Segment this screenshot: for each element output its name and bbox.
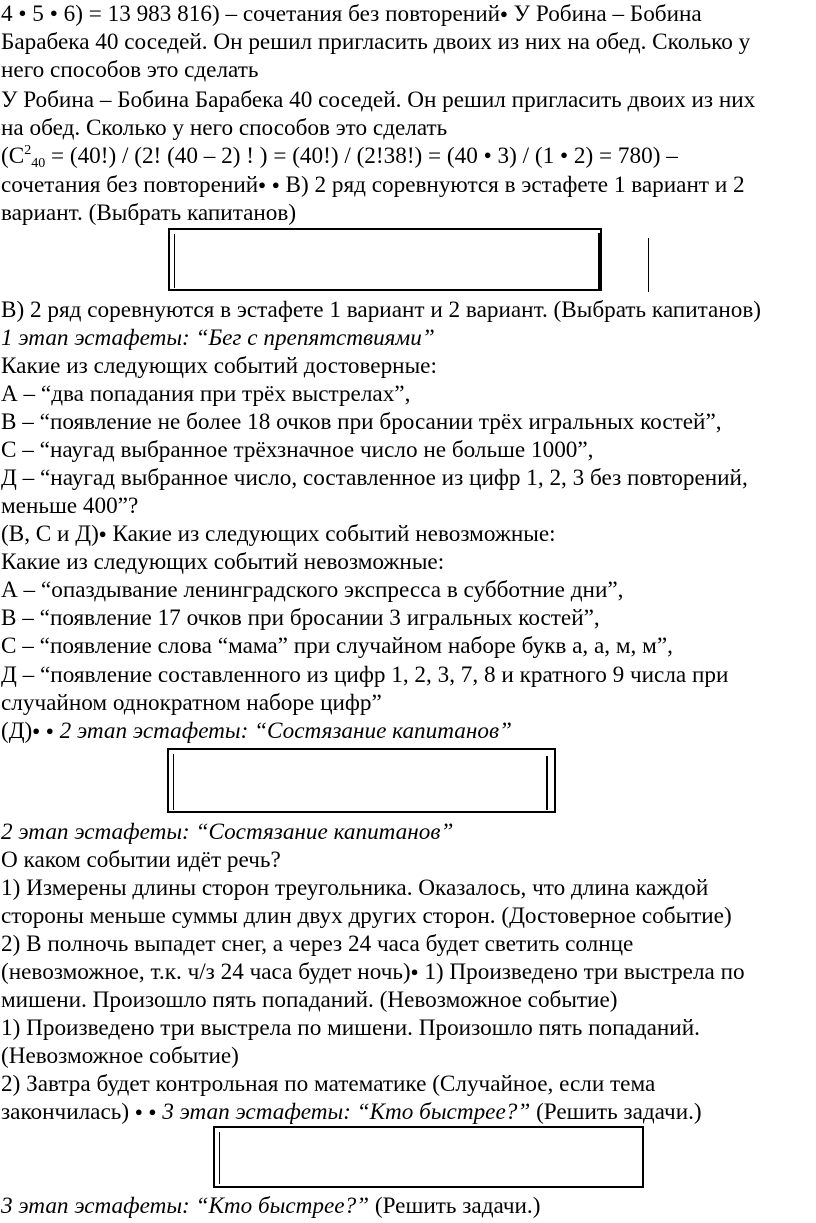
bullet-icon: ●: [134, 1104, 143, 1119]
text-line: случайном однократном наборе цифр”: [1, 690, 382, 716]
image-placeholder-box: [213, 1126, 644, 1188]
bullet-icon: ●: [500, 6, 508, 21]
stage-heading: 3 этап эстафеты: “Кто быстрее?”: [162, 1099, 531, 1125]
formula-subscript: 40: [31, 156, 46, 171]
bullet-icon: ●: [271, 177, 280, 192]
text-line: У Робина – Бобина Барабека 40 соседей. Он решил пригласить двоих из них: [1, 87, 756, 113]
bullet-icon: ●: [148, 1104, 157, 1119]
text-line: 2) Завтра будет контрольная по математике (Случайное, если тема: [1, 1071, 656, 1097]
text-line: С – “наугад выбранное трёхзначное число не больше 1000”,: [1, 437, 594, 463]
text-line: А – “два попадания при трёх выстрелах”,: [1, 381, 411, 407]
text-line: (невозможное, т.к. ч/з 24 часа будет ночь)● 1) Произведено три выстрела по: [1, 959, 745, 985]
frame-line: [174, 234, 175, 288]
text-line: В) 2 ряд соревнуются в эстафете 1 вариант и 2 вариант. (Выбрать капитанов): [1, 297, 762, 323]
formula-line: ($C^240 = (40!) / (2$! (40 – 2) ! ) = (40!) / (2!38!) = (40 • 3) / (1 • 2) = 780) –: [1, 143, 678, 171]
text-line: (Невозможное событие): [1, 1043, 239, 1069]
text-line: 2) В полночь выпадет снег, а через 24 часа будет светить солнце: [1, 931, 634, 957]
bullet-icon: ●: [32, 723, 41, 738]
text-line: на обед. Сколько у него способов это сделать: [1, 115, 448, 141]
text-line: сочетания без повторений● ● В) 2 ряд соревнуются в эстафете 1 вариант и 2: [1, 172, 745, 198]
text-line: закончилась) ● ● 3 этап эстафеты: “Кто быстрее?” (Решить задачи.): [1, 1099, 702, 1125]
image-placeholder-box: [168, 228, 602, 291]
text-line: меньше 400”?: [1, 493, 139, 519]
text-line: 1) Произведено три выстрела по мишени. Произошло пять попаданий.: [1, 1015, 700, 1041]
text-line: стороны меньше суммы длин двух других сторон. (Достоверное событие): [1, 903, 732, 929]
text-line: Какие из следующих событий достоверные:: [1, 353, 437, 379]
stage-heading: 2 этап эстафеты: “Состязание капитанов”: [1, 819, 454, 845]
text-line: В – “появление не более 18 очков при бросании трёх игральных костей”,: [1, 409, 722, 435]
text-line: (В, С и Д)● Какие из следующих событий невозможные:: [1, 521, 556, 547]
frame-line: [598, 233, 600, 289]
text-line: вариант. (Выбрать капитанов): [1, 200, 297, 226]
text-line: Д – “наугад выбранное число, составленное из цифр 1, 2, 3 без повторений,: [1, 465, 748, 491]
text-line: 3 этап эстафеты: “Кто быстрее?” (Решить задачи.): [1, 1193, 541, 1219]
bullet-icon: ●: [45, 723, 54, 738]
stage-heading: 2 этап эстафеты: “Состязание капитанов”: [59, 718, 512, 744]
text-line: Барабека 40 соседей. Он решил пригласить двоих из них на обед. Сколько у: [1, 29, 751, 55]
text-line: В – “появление 17 очков при бросании 3 игральных костей”,: [1, 605, 600, 631]
frame-line: [173, 754, 174, 810]
text-line: А – “опаздывание ленинградского экспресса в субботние дни”,: [1, 577, 624, 603]
bullet-icon: ●: [98, 526, 107, 541]
text-line: Д – “появление составленного из цифр 1, 2, 3, 7, 8 и кратного 9 числа при: [1, 662, 729, 688]
stage-heading: 3 этап эстафеты: “Кто быстрее?”: [1, 1193, 370, 1219]
image-placeholder-box: [167, 748, 556, 813]
text-line: Какие из следующих событий невозможные:: [1, 549, 445, 575]
bullet-icon: ●: [258, 177, 267, 192]
text-line: него способов это сделать: [1, 57, 259, 83]
frame-line: [546, 756, 548, 810]
frame-line: [648, 238, 649, 292]
formula-superscript: 2: [24, 143, 32, 158]
text-line: О каком событии идёт речь?: [1, 847, 281, 873]
text-line: (Д)● ● 2 этап эстафеты: “Состязание капитанов”: [1, 718, 512, 744]
frame-line: [219, 1132, 220, 1184]
bullet-icon: ●: [410, 964, 419, 979]
text-line: 1) Измерены длины сторон треугольника. Оказалось, что длина каждой: [1, 875, 709, 901]
stage-heading: 1 этап эстафеты: “Бег с препятствиями”: [1, 325, 435, 351]
text-line: мишени. Произошло пять попаданий. (Невозможное событие): [1, 987, 618, 1013]
text-line: С – “появление слова “мама” при случайном наборе букв а, а, м, м”,: [1, 633, 673, 659]
text-line: 4 • 5 • 6) = 13 983 816) – сочетания без повторений● У Робина – Бобина: [1, 1, 702, 27]
